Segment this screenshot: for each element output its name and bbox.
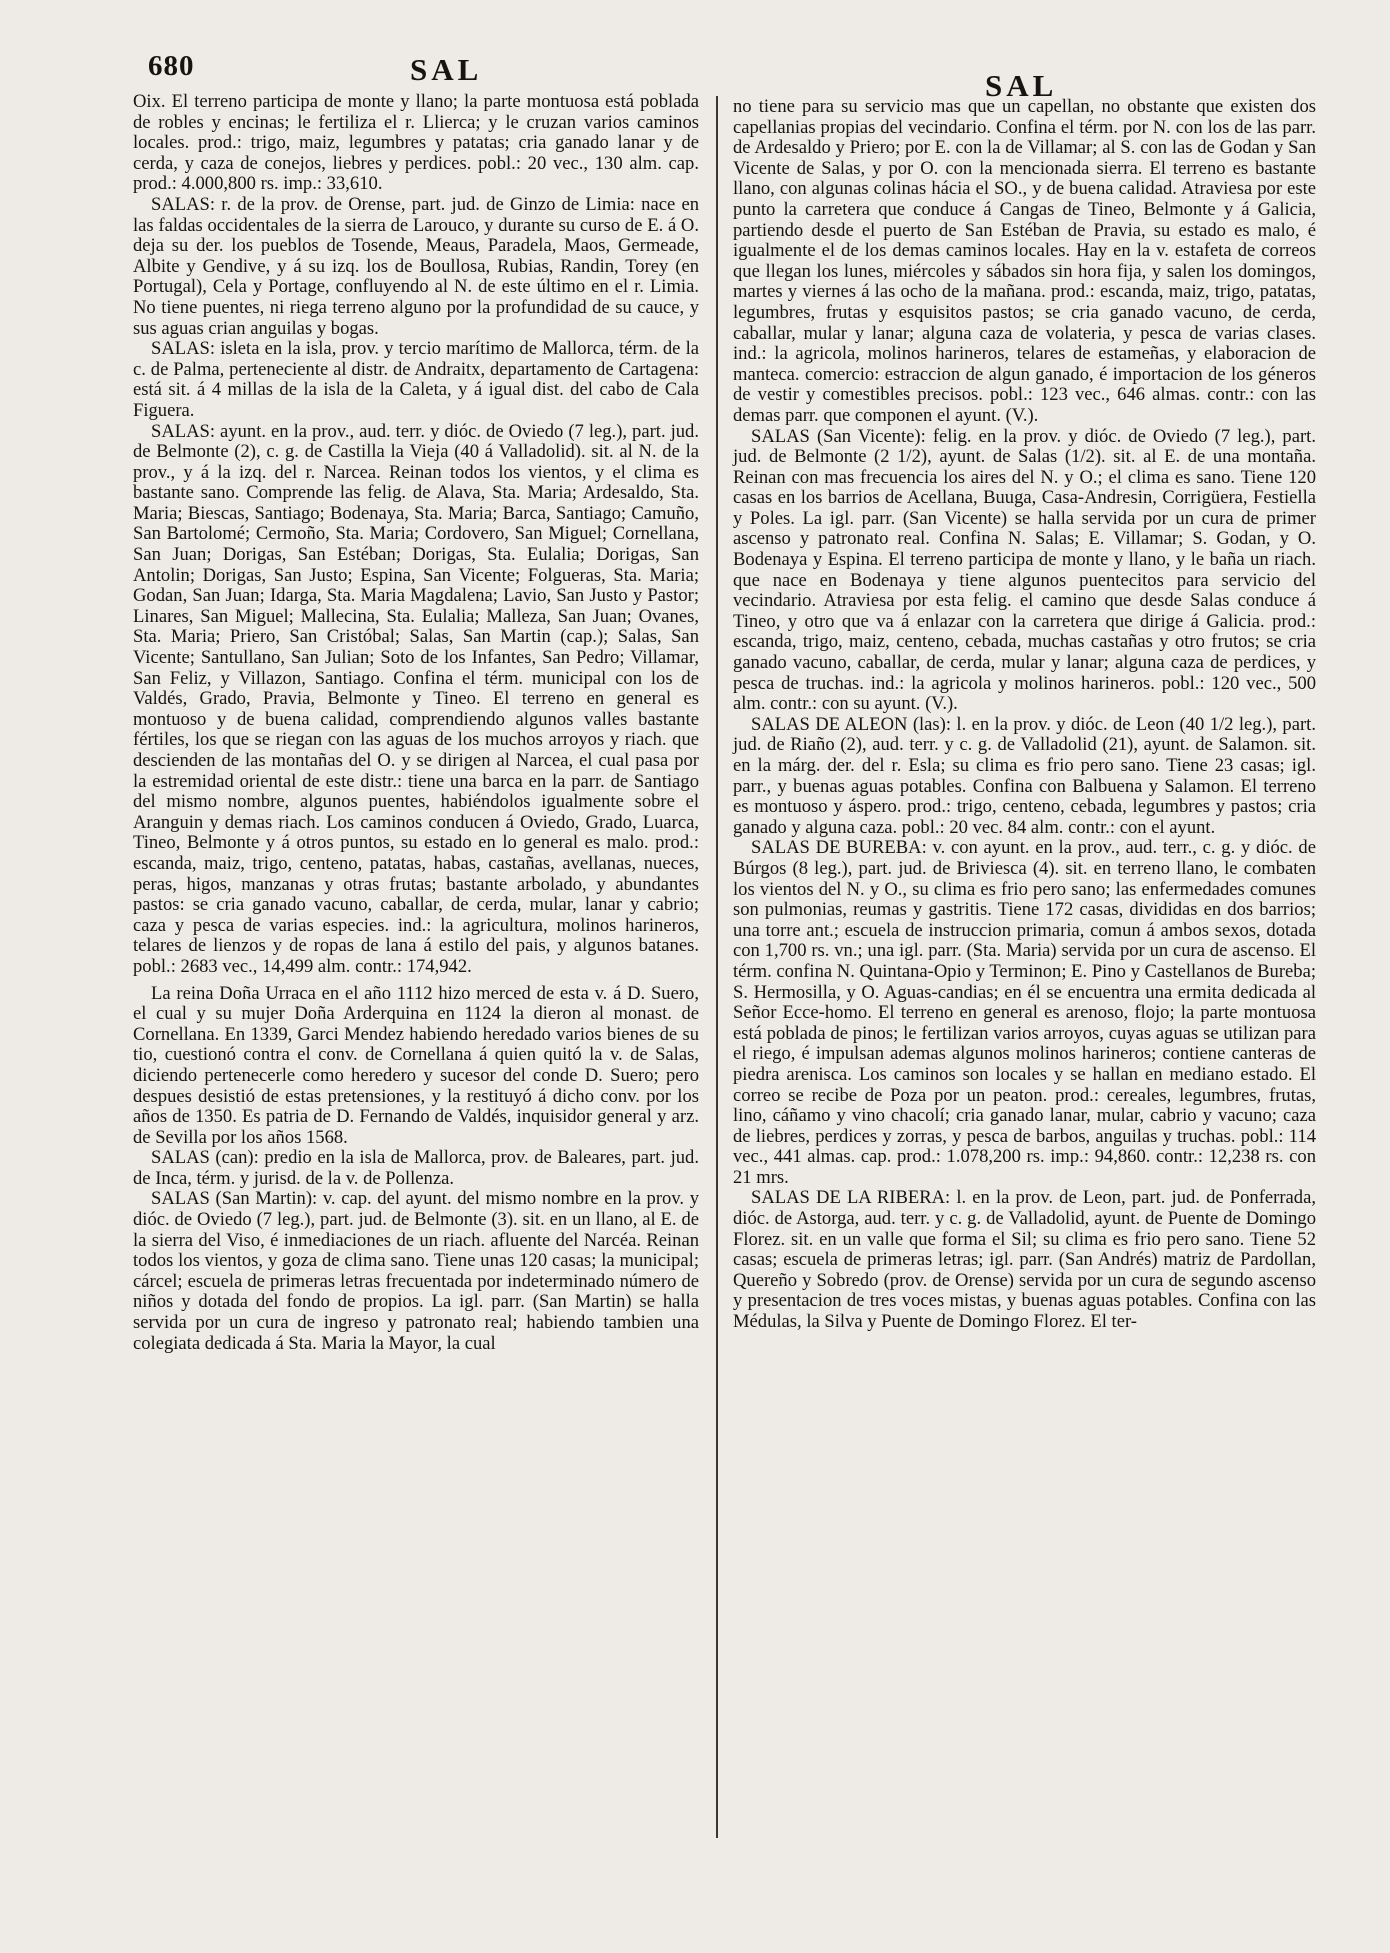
column-rule: [716, 96, 718, 1838]
entry-paragraph: Oix. El terreno participa de monte y llano; la parte montuosa está poblada de robles y encinas; le fertiliza el r. Llierca; y le cruzan varios caminos locales. prod.: trigo, maiz, legumbres y patatas; cria ganado lanar y de cerda, y caza de conejos, liebres y perdices. pobl.: 20 vec., 130 alm. cap. prod.: 4.000,800 rs. imp.: 33,610.: [133, 91, 699, 195]
entry-paragraph: SALAS DE ALEON (las): l. en la prov. y dióc. de Leon (40 1/2 leg.), part. jud. de Riaño (2), aud. terr. y c. g. de Valladolid (21), ayunt. de Salamon. sit. en la márg. der. del r. Esla; su clima es frio pero sano. Tiene 23 casas; igl. parr., y buenas aguas potables. Confina con Balbuena y Salamon. El terreno es montuoso y áspero. prod.: trigo, centeno, cebada, legumbres y pastos; cria ganado y alguna caza. pobl.: 20 vec. 84 alm. contr.: con el ayunt.: [733, 713, 1316, 838]
entry-paragraph: SALAS DE BUREBA: v. con ayunt. en la prov., aud. terr., c. g. y dióc. de Búrgos (8 leg.), part. jud. de Briviesca (4). sit. en terreno llano, le combaten los vientos del N. y O., su clima es frio pero sano; las enfermedades comunes son pulmonias, reumas y gastritis. Tiene 172 casas, divididas en dos barrios; una torre ant.; escuela de instruccion primaria, comun á ambos sexos, dotada con 1,700 rs. vn.; una igl. parr. (Sta. Maria) servida por un cura de ascenso. El térm. confina N. Quintana-Opio y Terminon; E. Pino y Castellanos de Bureba; S. Hermosilla, y O. Aguas-candias; en él se encuentra una ermita dedicada al Señor Ecce-homo. El terreno en general es arenoso, flojo; la parte montuosa está poblada de pinos; le fertilizan varios arroyos, cuyas aguas se utilizan para el riego, é impulsan ademas algunos molinos harineros; contiene canteras de piedra arenisca. Los caminos son locales y se hallan en mediano estado. El correo se recibe de Poza por un peaton. prod.: cereales, legumbres, frutas, lino, cáñamo y vino chacolí; cria ganado lanar, mular, cabrio y vacuno; caza de liebres, perdices y zorras, y pesca de barbos, anguilas y truchas. pobl.: 114 vec., 441 almas. cap. prod.: 1.078,200 rs. imp.: 94,860. contr.: 12,238 rs. con 21 mrs.: [733, 837, 1316, 1188]
running-head-right: SAL: [985, 68, 1058, 103]
page-number: 680: [148, 50, 195, 82]
entry-paragraph: SALAS: r. de la prov. de Orense, part. jud. de Ginzo de Limia: nace en las faldas occidentales de la sierra de Larouco, y durante su curso de E. á O. deja su der. los pueblos de Tosende, Meaus, Paradela, Maos, Germeade, Albite y Gendive, y á su izq. los de Boullosa, Rubias, Randin, Torey (en Portugal), Cela y Portage, confluyendo al N. de este último en el r. Limia. No tiene puentes, ni riega terreno alguno por la profundidad de su cauce, y sus aguas crian anguilas y bogas.: [133, 193, 699, 339]
history-paragraph: La reina Doña Urraca en el año 1112 hizo merced de esta v. á D. Suero, el cual y su mujer Doña Arderquina en 1124 la dieron al monast. de Cornellana. En 1339, Garci Mendez habiendo heredado varios bienes de su tio, cuestionó contra el conv. de Cornellana á quien quitó la v. de Salas, diciendo pertenecerle como heredero y sucesor del conde D. Suero; pero despues desistió de estas pretensiones, y la restituyó á dicho conv. por los años de 1350. Es patria de D. Fernando de Valdés, inquisidor general y arz. de Sevilla por los años 1568.: [133, 982, 699, 1148]
entry-paragraph: SALAS DE LA RIBERA: l. en la prov. de Leon, part. jud. de Ponferrada, dióc. de Astorga, aud. terr. y c. g. de Valladolid, ayunt. de Puente de Domingo Florez. sit. en un valle que forma el Sil; su clima es frio pero sano. Tiene 52 casas; escuela de primeras letras; igl. parr. (San Andrés) matriz de Pardollan, Quereño y Sobredo (prov. de Orense) servida por un cura de segundo ascenso y presentacion de tres voces mistas, y buenas aguas potables. Confina con las Médulas, la Silva y Puente de Domingo Florez. El ter-: [733, 1187, 1316, 1333]
entry-paragraph: SALAS (San Martin): v. cap. del ayunt. del mismo nombre en la prov. y dióc. de Oviedo (7 leg.), part. jud. de Belmonte (3). sit. en un llano, al E. de la sierra del Viso, é inmediaciones de un riach. afluente del Narcéa. Reinan todos los vientos, y goza de clima sano. Tiene unas 120 casas; la municipal; cárcel; escuela de primeras letras frecuentada por indeterminado número de niños y dotada del fondo de propios. La igl. parr. (San Martin) se halla servida por un cura de ingreso y patronato real; habiendo tambien una colegiata dedicada á Sta. Maria la Mayor, la cual: [133, 1188, 699, 1354]
running-head-left: SAL: [410, 52, 483, 87]
entry-paragraph: SALAS (San Vicente): felig. en la prov. y dióc. de Oviedo (7 leg.), part. jud. de Belmonte (2 1/2), ayunt. de Salas (1/2). sit. al E. de una montaña. Reinan con mas frecuencia los aires del N. y O.; el clima es sano. Tiene 120 casas en los barrios de Acellana, Buuga, Casa-Andresin, Corrigüera, Festiella y Poles. La igl. parr. (San Vicente) se halla servida por un cura de primer ascenso y patronato real. Confina N. Salas; E. Villamar; S. Godan, y O. Bodenaya y Espina. El terreno participa de monte y llano, y le baña un riach. que nace en Bodenaya y tiene algunos puentecitos para servicio del vecindario. Atraviesa por esta felig. el camino que desde Salas conduce á Tineo, y otro que va á enlazar con la carretera que dirige á Galicia. prod.: escanda, trigo, maiz, centeno, cebada, muchas castañas y otro frutos; se cria ganado vacuno, caballar, de cerda, mular y lanar; alguna caza de perdices, y pesca de truchas. ind.: la agricola y molinos harineros. pobl.: 120 vec., 500 alm. contr.: con su ayunt. (V.).: [733, 425, 1316, 715]
entry-paragraph: SALAS: ayunt. en la prov., aud. terr. y dióc. de Oviedo (7 leg.), part. jud. de Belmonte (2), c. g. de Castilla la Vieja (40 á Valladolid). sit. al N. de la prov., y á la izq. del r. Narcea. Reinan todos los vientos, y el clima es bastante sano. Comprende las felig. de Alava, Sta. Maria; Ardesaldo, Sta. Maria; Biescas, Santiago; Bodenaya, Sta. Maria; Barca, Santiago; Camuño, San Bartolomé; Cermoño, Sta. Maria; Cordovero, San Miguel; Cornellana, San Juan; Dorigas, San Estéban; Dorigas, Sta. Eulalia; Dorigas, San Antolin; Dorigas, San Justo; Espina, San Vicente; Folgueras, Sta. Maria; Godan, San Juan; Idarga, Sta. Maria Magdalena; Lavio, San Justo y Pastor; Linares, San Miguel; Mallecina, Sta. Eulalia; Malleza, San Juan; Ovanes, Sta. Maria; Priero, San Cristóbal; Salas, San Martin (cap.); Salas, San Vicente; Santullano, San Julian; Soto de los Infantes, San Pedro; Villamar, San Feliz, y Villazon, Santiago. Confina el térm. municipal con los de Valdés, Grado, Pravia, Belmonte y Tineo. El terreno en general es montuoso y de buena calidad, comprendiendo algunos valles bastante fértiles, los que se riegan con las aguas de los muchos arroyos y riach. que descienden de las montañas del O. y se dirigen al Narcea, el cual pasa por la estremidad oriental de este distr.: tiene una barca en la parr. de Santiago del mismo nombre, algunos puentes, habiéndolos igualmente sobre el Aranguin y demas riach. Los caminos conducen á Oviedo, Grado, Luarca, Tineo, Belmonte y á otros puntos, su estado en lo general es malo. prod.: escanda, maiz, trigo, centeno, patatas, habas, castañas, avellanas, nueces, peras, higos, manzanas y otras frutas; bastante arbolado, y abundantes pastos: se cria ganado vacuno, caballar, de cerda, mular, lanar y cabrio; caza y pesca de varias especies. ind.: la agricultura, molinos harineros, telares de lienzos y de ropas de lana á estilo del pais, y algunos batanes. pobl.: 2683 vec., 14,499 alm. contr.: 174,942.: [133, 420, 699, 977]
right-column: [733, 97, 1316, 1333]
entry-paragraph: SALAS: isleta en la isla, prov. y tercio marítimo de Mallorca, térm. de la c. de Palma, perteneciente al distr. de Andraitx, departamento de Cartagena: está sit. á 4 millas de la isla de la Caleta, y á igual dist. del cabo de Cala Figuera.: [133, 338, 699, 421]
entry-paragraph: no tiene para su servicio mas que un capellan, no obstante que existen dos capellanias propias del vecindario. Confina el térm. por N. con los de las parr. de Ardesaldo y Priero; por E. con la de Villamar; al S. con las de Godan y San Vicente de Salas, y por O. con la mencionada sierra. El terreno es bastante llano, con algunas colinas hácia el SO., y de buena calidad. Atraviesa por este punto la carretera que conduce á Cangas de Tineo, Belmonte y á Galicia, partiendo desde el puerto de San Estéban de Pravia, su estado es malo, é igualmente el de los demas caminos locales. Hay en la v. estafeta de correos que llegan los lunes, miércoles y sábados sin hora fija, y salen los domingos, martes y viernes á las ocho de la mañana. prod.: escanda, maiz, trigo, patatas, legumbres, frutas y esquisitos pastos; se cria ganado vacuno, de cerda, caballar, mular y lanar; alguna caza de volateria, y pesca de varias clases. ind.: la agricola, molinos harineros, telares de estameñas, y elaboracion de manteca. comercio: estraccion de algun ganado, é importacion de los géneros de vestir y comestibles precisos. pobl.: 123 vec., 646 almas. contr.: con las demas parr. que componen el ayunt. (V.).: [733, 96, 1316, 426]
left-column: [133, 92, 699, 1354]
entry-paragraph: SALAS (can): predio en la isla de Mallorca, prov. de Baleares, part. jud. de Inca, térm. y jurisd. de la v. de Pollenza.: [133, 1147, 699, 1189]
